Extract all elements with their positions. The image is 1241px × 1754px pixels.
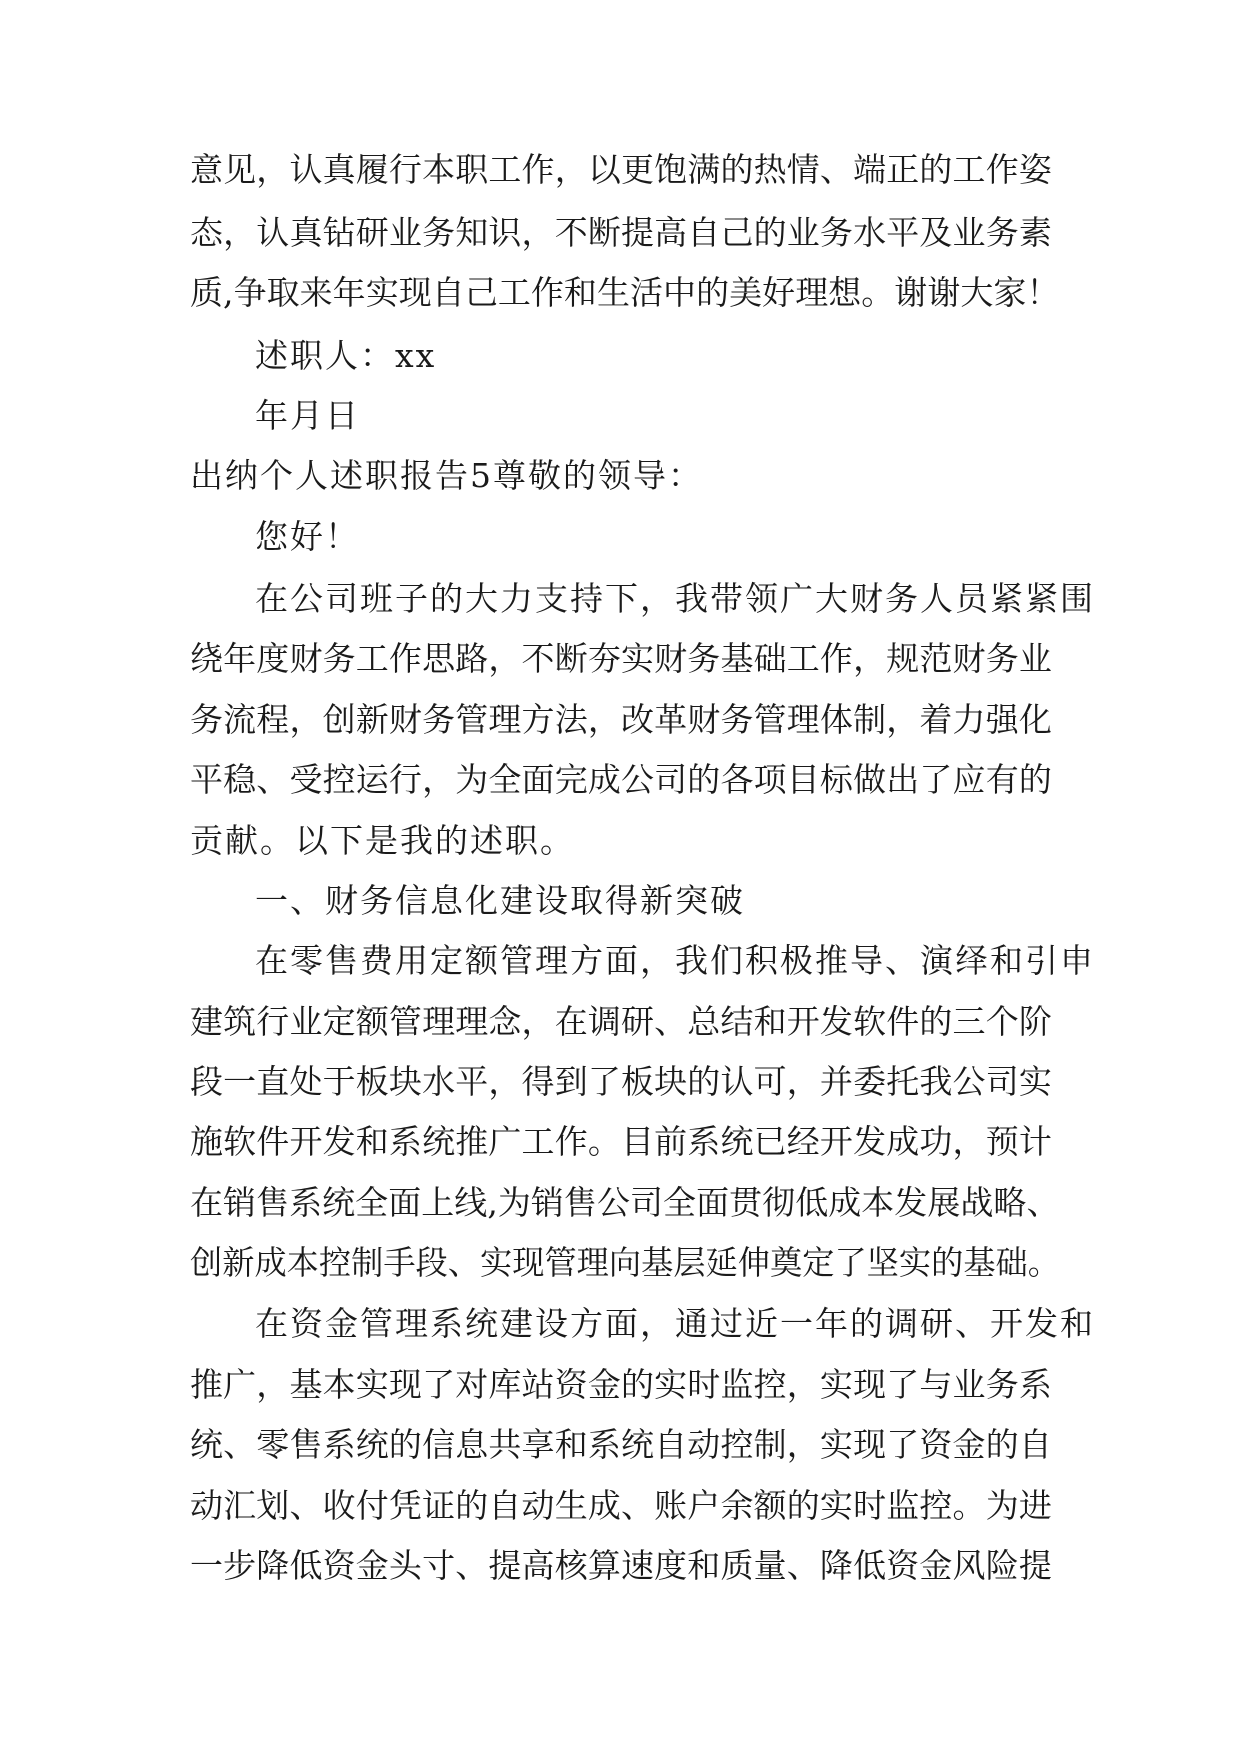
body-line: 创新成本控制手段、实现管理向基层延伸奠定了坚实的基础。: [190, 1243, 1060, 1282]
body-line: 在公司班子的大力支持下，我带领广大财务人员紧紧围: [255, 579, 1095, 618]
body-line: 平稳、受控运行，为全面完成公司的各项目标做出了应有的: [190, 760, 1052, 799]
body-line: 贡献。以下是我的述职。: [190, 821, 575, 860]
body-line: 意见，认真履行本职工作，以更饱满的热情、端正的工作姿: [190, 150, 1052, 189]
body-line: 施软件开发和系统推广工作。目前系统已经开发成功，预计: [190, 1122, 1052, 1161]
body-line: 推广，基本实现了对库站资金的实时监控，实现了与业务系: [190, 1365, 1052, 1404]
body-line: 绕年度财务工作思路，不断夯实财务基础工作，规范财务业: [190, 639, 1052, 678]
body-line: 态，认真钻研业务知识，不断提高自己的业务水平及业务素: [190, 213, 1052, 252]
body-line: 统、零售系统的信息共享和系统自动控制，实现了资金的自: [190, 1425, 1052, 1464]
body-line: 务流程，创新财务管理方法，改革财务管理体制，着力强化: [190, 700, 1052, 739]
body-line: 建筑行业定额管理理念，在调研、总结和开发软件的三个阶: [190, 1002, 1052, 1041]
signature-line: 述职人：xx: [255, 336, 437, 375]
date-line: 年月日: [255, 396, 360, 435]
section-heading: 一、财务信息化建设取得新突破: [255, 881, 745, 920]
report-title: 出纳个人述职报告5尊敬的领导：: [190, 456, 703, 495]
body-line: 动汇划、收付凭证的自动生成、账户余额的实时监控。为进: [190, 1486, 1052, 1525]
body-line: 在零售费用定额管理方面，我们积极推导、演绎和引申: [255, 941, 1095, 980]
body-line: 在资金管理系统建设方面，通过近一年的调研、开发和: [255, 1304, 1095, 1343]
body-line: 一步降低资金头寸、提高核算速度和质量、降低资金风险提: [190, 1546, 1052, 1585]
body-line: 质,争取来年实现自己工作和生活中的美好理想。谢谢大家！: [190, 273, 1060, 312]
body-line: 在销售系统全面上线,为销售公司全面贯彻低成本发展战略、: [190, 1183, 1060, 1222]
body-line: 段一直处于板块水平，得到了板块的认可，并委托我公司实: [190, 1062, 1052, 1101]
greeting-line: 您好！: [255, 517, 360, 556]
